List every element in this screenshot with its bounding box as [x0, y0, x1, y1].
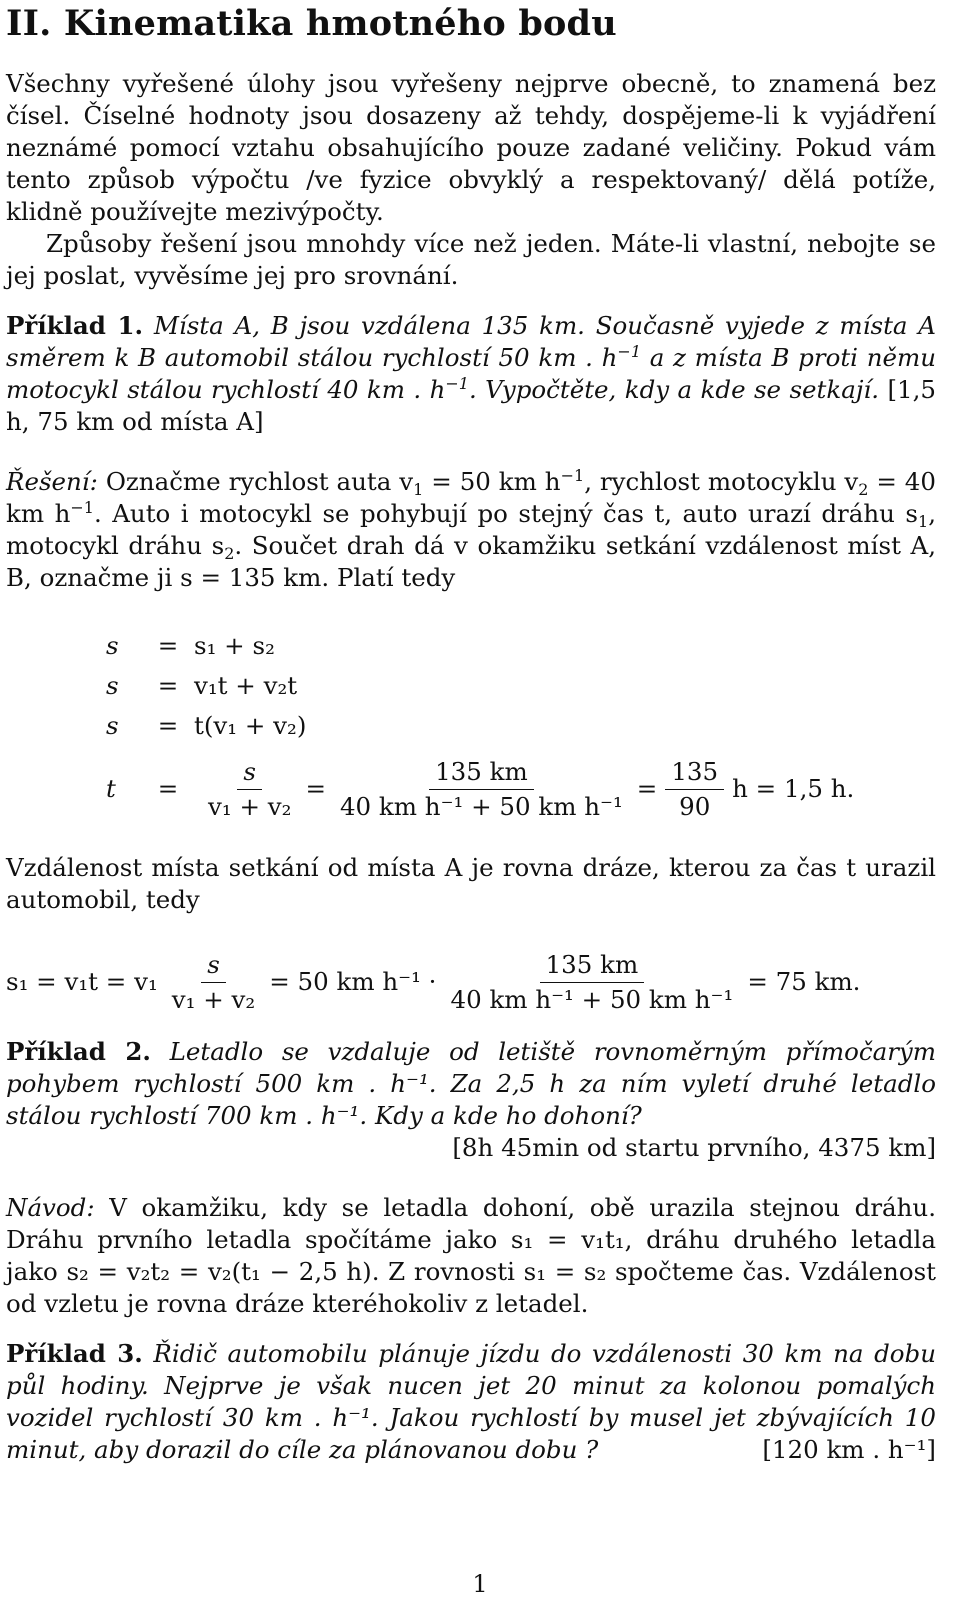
equation-block — [106, 626, 936, 832]
example-label: Příklad 3. — [6, 1339, 143, 1368]
example-text: Místa A, B jsou vzdálena 135 km. Současně vyjede z místa A směrem k B automobil stálou rychlostí 50 km . $h^{-1}$ a z místa B proti němu motocykl stálou rychlostí 40 km . $h^{-1}$. Vypočtěte, kdy a kde se setkají. — [6, 311, 936, 404]
example-answer: [120 km . h⁻¹] — [762, 1435, 936, 1464]
example-3 — [6, 1338, 936, 1466]
equation-row: s₁ = v₁t = v₁ $\frac{s}{\text{v₁ + v₂}}$ = 50 km h⁻¹ · $\frac{135 km}{\text{40 km h⁻¹ + 50 km h⁻¹}}$ = 75 km. — [6, 942, 936, 1022]
intro-paragraph: Všechny vyřešené úlohy jsou vyřešeny nejprve obecně, to znamená bez čísel. Číselné hodnoty jsou dosazeny až tehdy, dospějeme-li k vyjádření neznámé pomocí vztahu obsahujícího pouze zadané veličiny. Pokud vám tento způsob výpočtu /ve fyzice obvyklý a respektovaný/ dělá potíže, klidně používejte mezivýpočty. — [6, 69, 936, 226]
equation-row: s = v₁t + v₂t — [106, 671, 298, 700]
equation-row: s = s₁ + s₂ — [106, 631, 275, 660]
equation-row: s = t(v₁ + v₂) — [106, 711, 307, 740]
example-2 — [6, 1036, 936, 1132]
example-text: Řidič automobilu plánuje jízdu do vzdálenosti 30 km na dobu půl hodiny. Nejprve je však nucen jet 20 minut za kolonou pomalých vozidel rychlostí 30 km . h⁻¹. Jakou rychlostí by musel jet zbývajících 10 minut, aby dorazil do cíle za plánovanou dobu ? — [6, 1339, 936, 1464]
solution-paragraph: Řešení: Označme rychlost auta $v_1 = 50$ km $h^{-1}$, rychlost motocyklu $v_2 = 40$ km $h^{-1}$. Auto i motocykl se pohybují po stejný čas t, auto urazí dráhu $s_1$, motocykl dráhu $s_2$. Součet drah dá v okamžiku setkání vzdálenost míst A, B, označme ji s = 135 km. Platí tedy — [6, 466, 937, 592]
example-answer: [1,5 h, 75 km od místa A] — [6, 375, 936, 436]
fraction: $\frac{135 km}{\text{40 km h⁻¹ + 50 km h⁻¹}}$ — [339, 756, 623, 821]
intro-paragraph-2: Způsoby řešení jsou mnohdy více než jeden. Máte-li vlastní, nebojte se jej poslat, vyvěsíme jej pro srovnání. — [6, 229, 936, 290]
example-answer: [8h 45min od startu prvního, 4375 km] — [452, 1133, 936, 1162]
solution-paragraph-2: Vzdálenost místa setkání od místa A je rovna dráze, kterou za čas t urazil automobil, tedy — [6, 853, 936, 914]
example-1 — [6, 310, 936, 438]
fraction: $\frac{s}{\text{v₁ + v₂}}$ — [171, 949, 256, 1014]
page-number: 1 — [472, 1570, 488, 1598]
fraction: $\frac{135 km}{\text{40 km h⁻¹ + 50 km h⁻¹}}$ — [450, 949, 734, 1014]
hint-label: Návod: — [6, 1193, 95, 1222]
example-label: Příklad 2. — [6, 1037, 151, 1066]
hint-paragraph: Návod: V okamžiku, kdy se letadla dohoní, obě urazila stejnou dráhu. Dráhu prvního letadla spočítáme jako s₁ = v₁t₁, dráhu druhého letadla jako s₂ = v₂t₂ = v₂(t₁ − 2,5 h). Z rovnosti s₁ = s₂ spočteme čas. Vzdálenost od vzletu je rovna dráze kteréhokoliv z letadel. — [6, 1193, 936, 1318]
fraction: $\frac{s}{\text{v₁ + v₂}}$ — [208, 756, 292, 821]
document-page — [6, 0, 936, 1466]
fraction: $\frac{135}{90}$ — [665, 755, 724, 824]
section-heading: II. Kinematika hmotného bodu — [6, 3, 617, 44]
example-text: Letadlo se vzdaluje od letiště rovnoměrným přímočarým pohybem rychlostí 500 km . h⁻¹. Za 2,5 h za ním vyletí druhé letadlo stálou rychlostí 700 km . h⁻¹. Kdy a kde ho dohoní? — [6, 1037, 936, 1130]
solution-label: Řešení: — [6, 467, 98, 496]
equation-row: t = $\frac{s}{\text{v₁ + v₂}}$ = $\frac{135 km}{\text{40 km h⁻¹ + 50 km h⁻¹}}$ = $\frac{135}{90}$ h = 1,5 h. — [106, 746, 936, 832]
example-label: Příklad 1. — [6, 311, 144, 340]
